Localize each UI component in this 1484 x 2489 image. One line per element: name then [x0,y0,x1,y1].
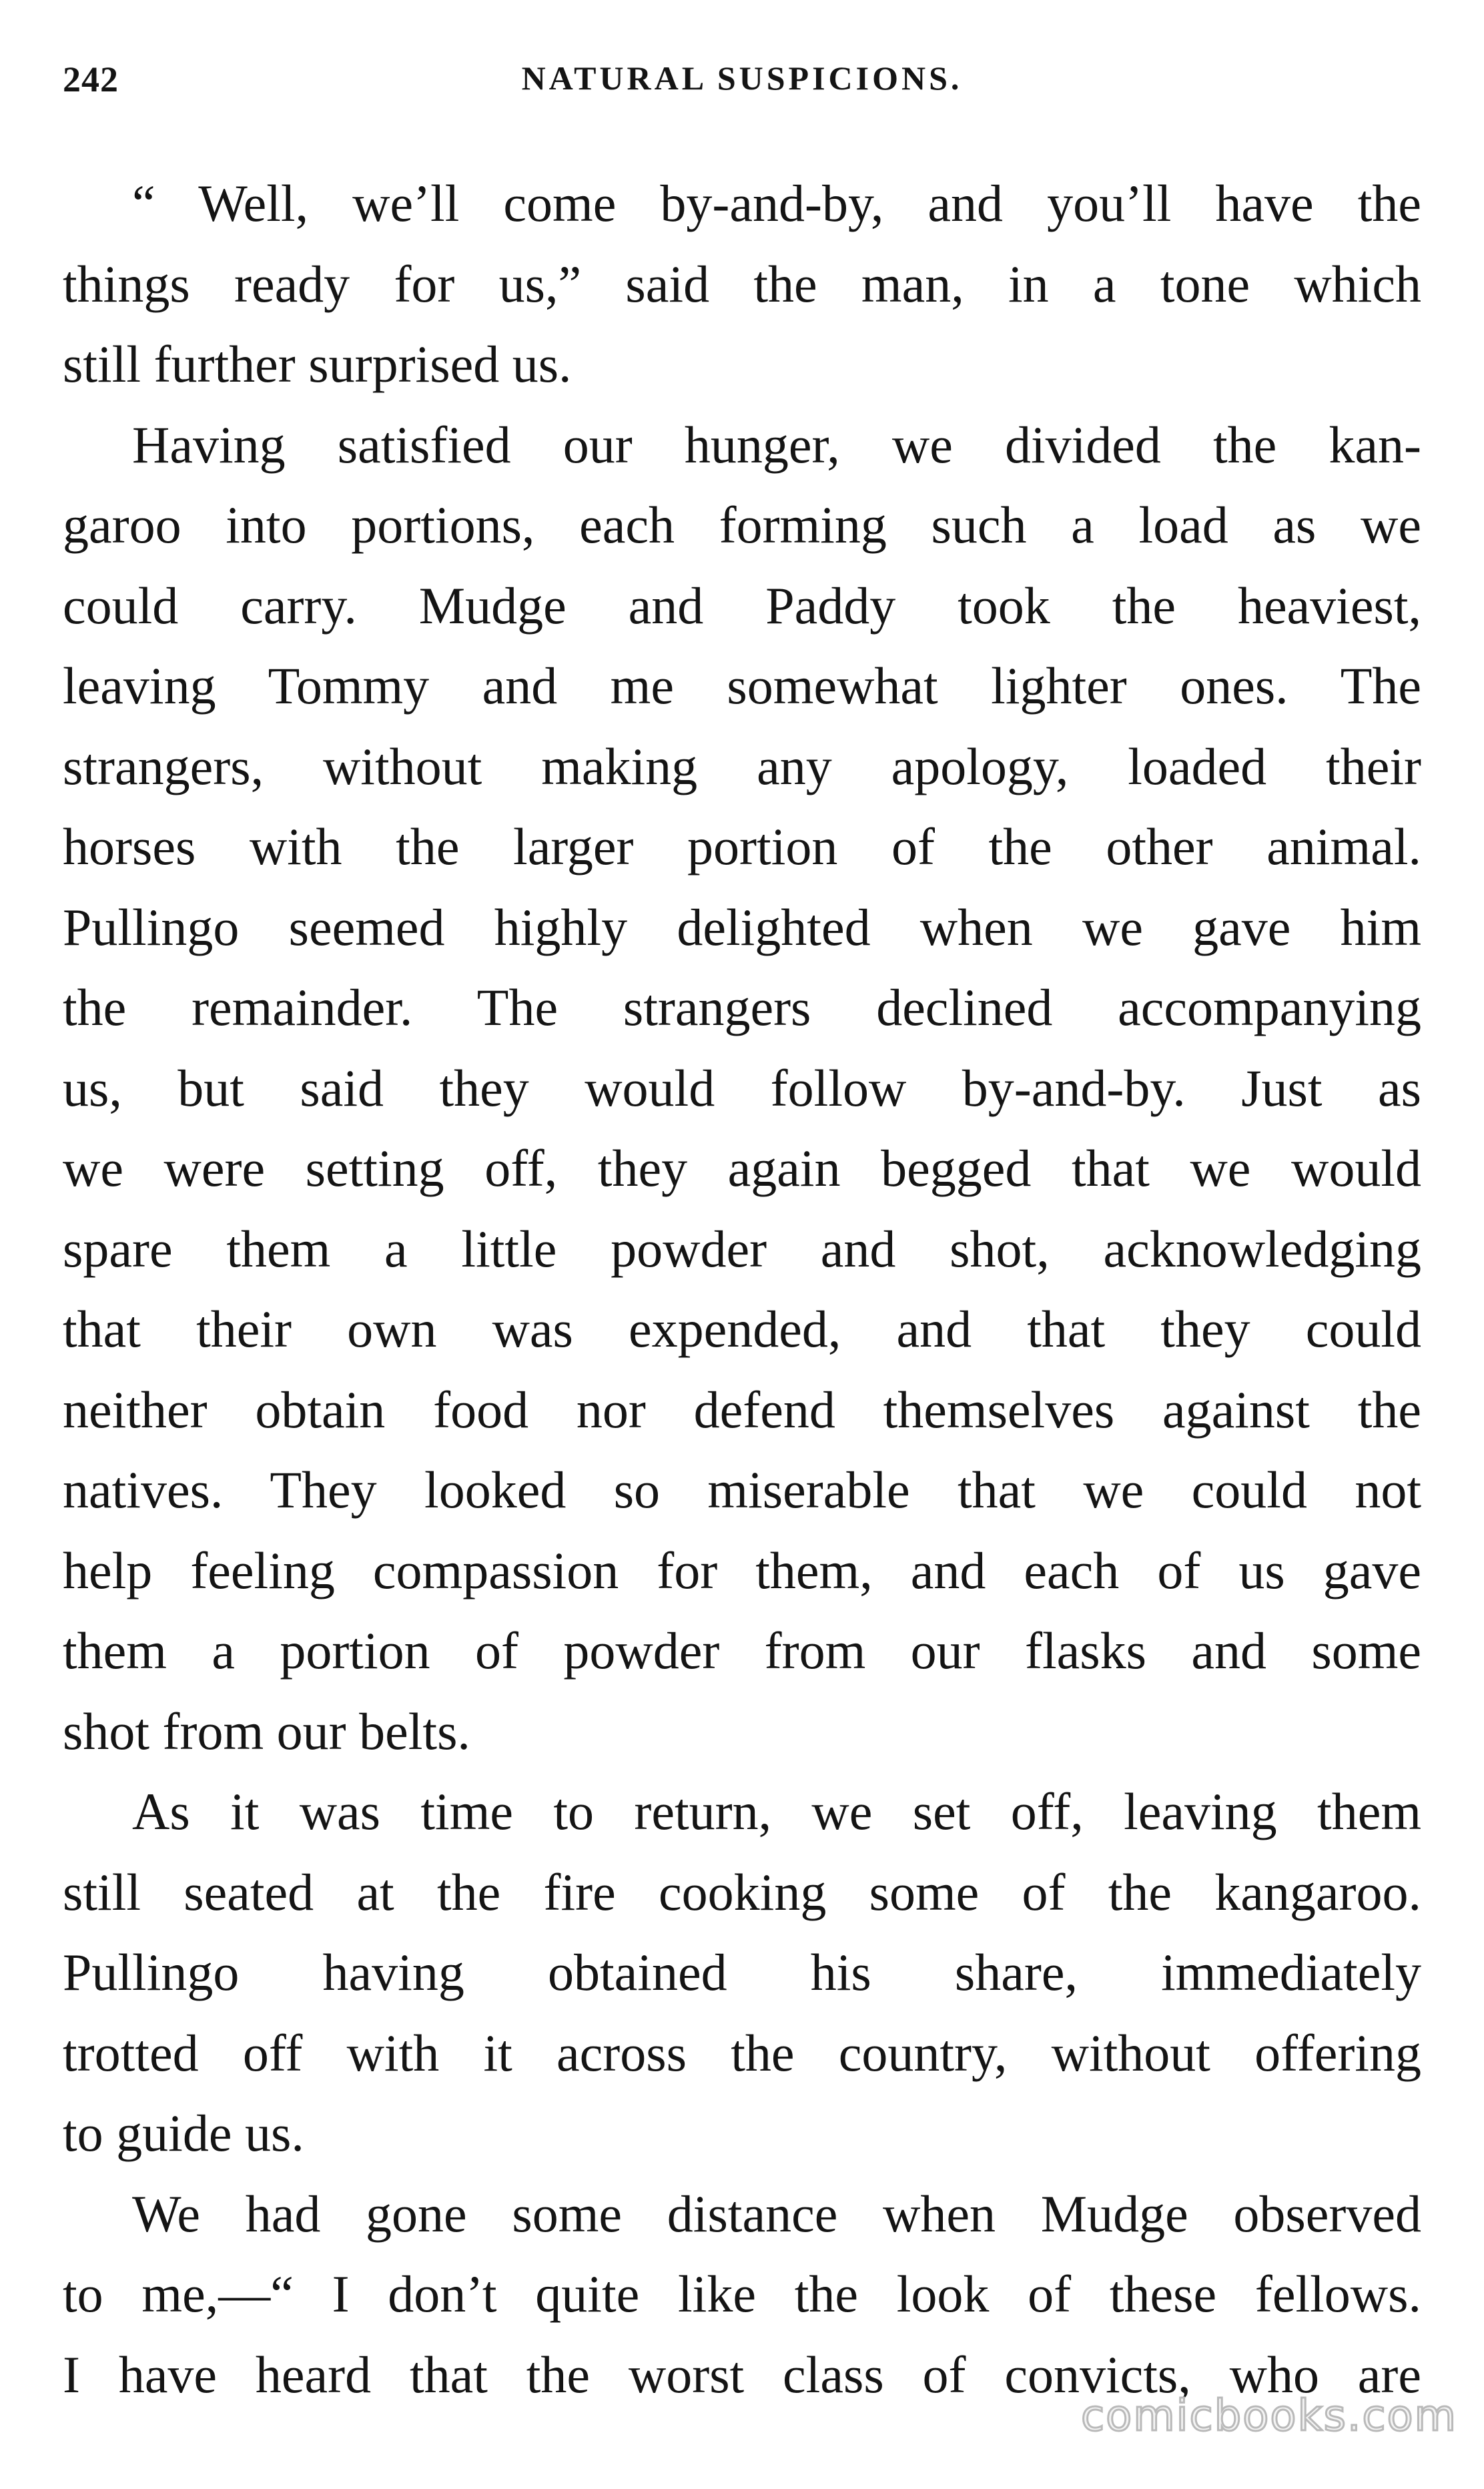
text-line: trotted off with it across the country, without offering [63,2023,1421,2082]
text-line: still further surprised us. [63,335,572,393]
text-line: We had gone some distance when Mudge observed [132,2184,1421,2243]
text-line: Pullingo seemed highly delighted when we gave him [63,898,1421,956]
watermark-logo: comicbooks.com [1080,2392,1457,2441]
running-title: NATURAL SUSPICIONS. [521,59,963,97]
paragraph-4 [63,2174,1421,2416]
text-line: Having satisfied our hunger, we divided the kan- [132,415,1421,474]
text-line: them a portion of powder from our flasks and some [63,1622,1421,1680]
text-line: we were setting off, they again begged that we would [63,1139,1421,1197]
body-text [63,163,1421,2415]
text-line: As it was time to return, we set off, leaving them [132,1782,1421,1840]
paragraph-1 [63,163,1421,405]
text-line: “ Well, we’ll come by-and-by, and you’ll have the [132,174,1421,232]
text-line: spare them a little powder and shot, acknowledging [63,1219,1421,1278]
text-line: garoo into portions, each forming such a load as we [63,496,1421,554]
text-line: leaving Tommy and me somewhat lighter ones. The [63,657,1421,715]
text-line: shot from our belts. [63,1702,470,1760]
paragraph-2 [63,405,1421,1772]
text-line: that their own was expended, and that they could [63,1300,1421,1358]
text-line: us, but said they would follow by-and-by. Just as [63,1058,1421,1117]
paragraph-3 [63,1772,1421,2174]
text-line: to me,—“ I don’t quite like the look of these fellows. [63,2265,1421,2323]
text-line: I have heard that the worst class of convicts, who are [63,2345,1421,2404]
text-line: could carry. Mudge and Paddy took the heaviest, [63,576,1421,635]
text-line: to guide us. [63,2104,304,2162]
text-line: still seated at the fire cooking some of the kangaroo. [63,1862,1421,1921]
text-line: Pullingo having obtained his share, immediately [63,1943,1421,2001]
text-line: help feeling compassion for them, and each of us gave [63,1541,1421,1599]
text-line: things ready for us,” said the man, in a tone which [63,254,1421,313]
text-line: strangers, without making any apology, loaded their [63,737,1421,795]
page-header [63,59,1421,112]
page-number: 242 [63,59,119,99]
text-line: natives. They looked so miserable that we could not [63,1461,1421,1519]
text-line: neither obtain food nor defend themselves against the [63,1380,1421,1439]
text-line: the remainder. The strangers declined accompanying [63,978,1421,1036]
text-line: horses with the larger portion of the other animal. [63,817,1421,875]
